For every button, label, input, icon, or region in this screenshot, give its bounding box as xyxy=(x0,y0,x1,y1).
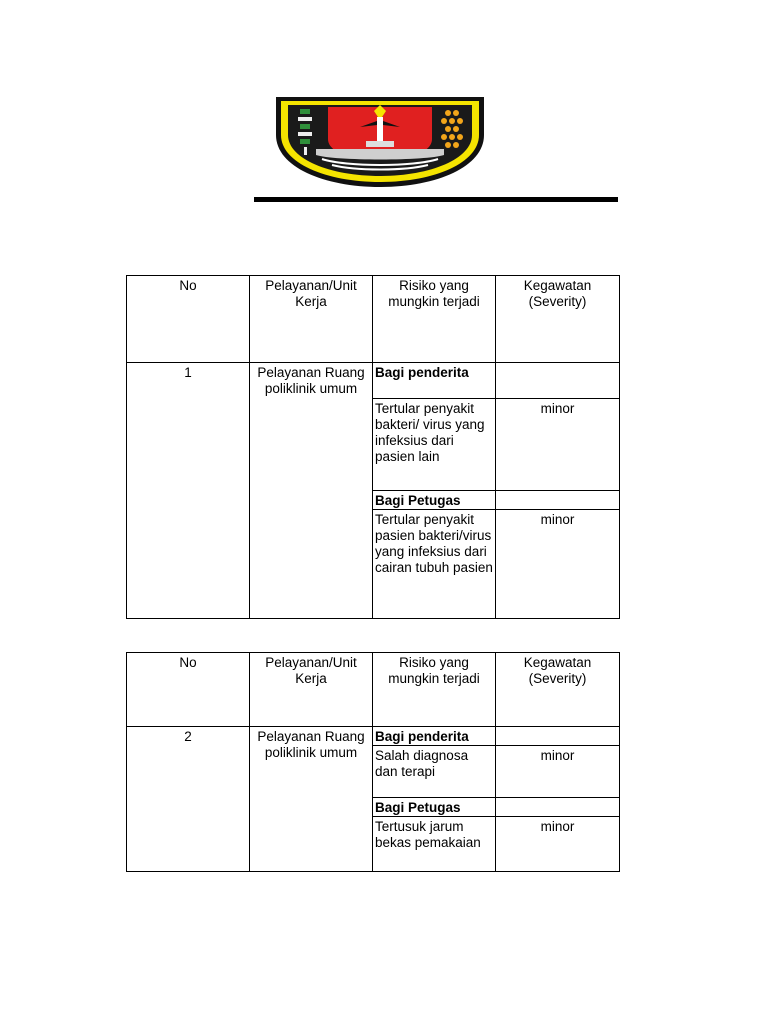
risk-table-2 xyxy=(126,652,620,872)
group-label-severity xyxy=(496,798,620,817)
severity-value: minor xyxy=(496,746,620,798)
group-label: Bagi penderita xyxy=(373,363,496,399)
header-no: No xyxy=(127,653,250,727)
row-number: 2 xyxy=(127,727,250,872)
table-row xyxy=(127,363,620,399)
table-row xyxy=(127,727,620,746)
header-unit: Pelayanan/Unit Kerja xyxy=(250,276,373,363)
risk-text: Tertular penyakit bakteri/ virus yang infeksius dari pasien lain xyxy=(373,399,496,491)
group-label: Bagi Petugas xyxy=(373,491,496,510)
severity-value: minor xyxy=(496,399,620,491)
row-number: 1 xyxy=(127,363,250,619)
group-label: Bagi penderita xyxy=(373,727,496,746)
group-label-severity xyxy=(496,363,620,399)
row-unit: Pelayanan Ruang poliklinik umum xyxy=(250,363,373,619)
risk-text: Salah diagnosa dan terapi xyxy=(373,746,496,798)
header-no: No xyxy=(127,276,250,363)
crest-logo-icon xyxy=(276,97,484,187)
header-rule xyxy=(254,197,618,202)
header-severity: Kegawatan (Severity) xyxy=(496,276,620,363)
group-label: Bagi Petugas xyxy=(373,798,496,817)
severity-value: minor xyxy=(496,510,620,619)
risk-text: Tertusuk jarum bekas pemakaian xyxy=(373,817,496,872)
group-label-severity xyxy=(496,727,620,746)
header-risk: Risiko yang mungkin terjadi xyxy=(373,653,496,727)
header-risk: Risiko yang mungkin terjadi xyxy=(373,276,496,363)
severity-value: minor xyxy=(496,817,620,872)
risk-table-1 xyxy=(126,275,620,619)
header-severity: Kegawatan (Severity) xyxy=(496,653,620,727)
table-header-row xyxy=(127,653,620,727)
header-unit: Pelayanan/Unit Kerja xyxy=(250,653,373,727)
table-header-row xyxy=(127,276,620,363)
risk-text: Tertular penyakit pasien bakteri/virus yang infeksius dari cairan tubuh pasien xyxy=(373,510,496,619)
row-unit: Pelayanan Ruang poliklinik umum xyxy=(250,727,373,872)
group-label-severity xyxy=(496,491,620,510)
